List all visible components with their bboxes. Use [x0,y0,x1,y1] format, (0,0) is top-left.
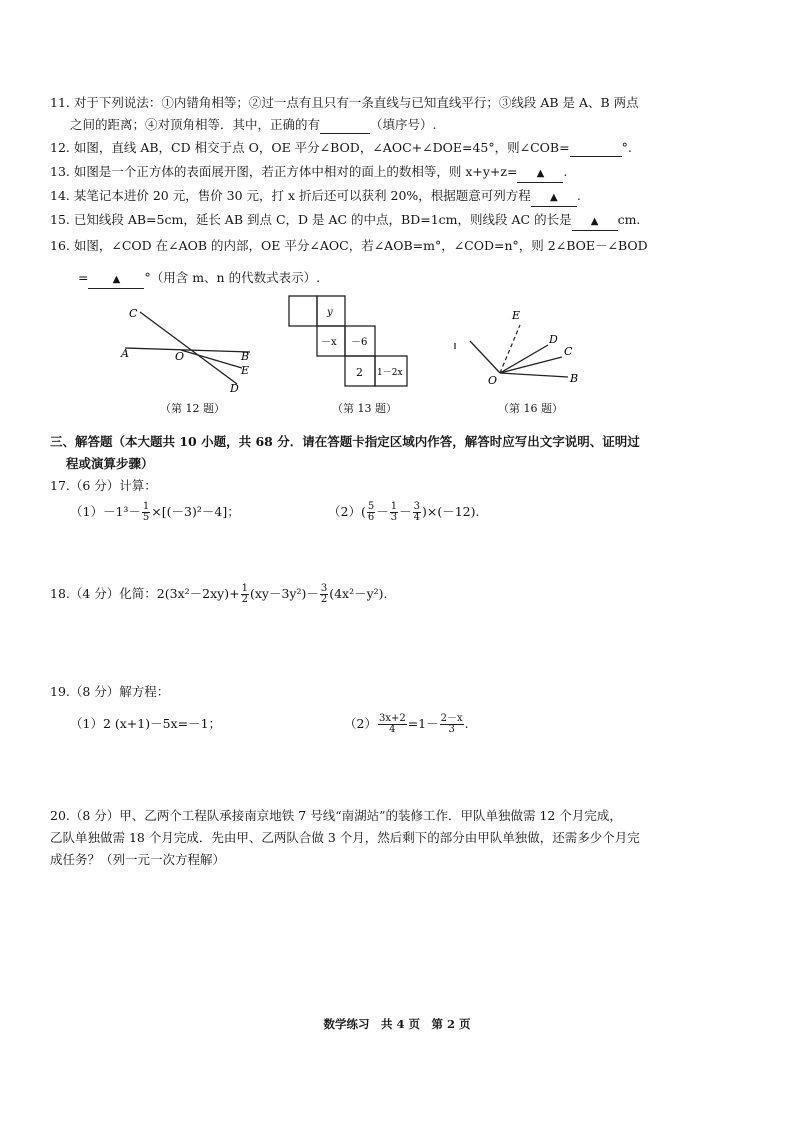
fraction-denominator: 6 [367,512,375,523]
q14 [50,188,581,207]
fraction-denominator: 2 [241,594,248,605]
q15-tail: cm. [617,212,641,227]
q17-p2-a: （2）( [328,504,366,519]
ray-ob [500,373,568,377]
page-footer: 数学练习 共 4 页 第 2 页 [323,1017,471,1031]
minus-sign: － [376,504,389,519]
q16-line1: 16. 如图，∠COD 在∠AOB 的内部，OE 平分∠AOC，若∠AOB=m°，∠COD=n°，则 2∠BOE－∠BOD [50,238,648,253]
q19-title: 19.（8 分）解方程： [50,684,170,699]
q17-p2-fraction-2 [390,502,398,523]
q11-line2 [70,117,437,134]
q19-p2-end: . [464,716,469,731]
q17-part2 [328,500,479,524]
figure-13-cube-net [285,293,415,395]
net-text-negx: －x [321,337,337,348]
q20-line2: 乙队单独做需 18 个月完成．先由甲、乙两队合做 3 个月，然后剩下的部分由甲队单独做，还需多少个月完 [50,830,640,845]
q17-p2-fraction-3 [413,502,421,523]
figure-12-caption: （第 12 题） [160,402,225,415]
q19-part1: （1）2 (x+1)－5x=－1； [70,716,222,731]
q19-p2-a: （2） [344,716,377,731]
fraction-denominator: 4 [389,724,396,735]
ray-oa [470,341,500,373]
q17-p1-a: （1）－1³－ [70,504,141,519]
fraction-numerator: 3 [320,583,328,594]
q13 [50,164,567,183]
net-text-2: 2 [356,366,363,379]
net-cell-blank [289,296,317,326]
section3-heading-line2: 程或演算步骤） [66,456,154,471]
fraction-numerator: 1 [142,501,150,512]
q18-b: (xy－3y²)－ [249,586,319,601]
blank-triangle-icon: ▲ [549,192,558,203]
q19-part2 [344,712,469,736]
q18-fraction-2 [320,584,328,605]
net-text-neg6: －6 [351,337,368,348]
q18-fraction-1 [241,584,249,605]
ray-od [500,345,548,373]
net-text-1-2x: 1－2x [377,368,403,378]
q11-answer-blank [320,117,370,134]
fraction-numerator: 3x+2 [378,713,406,724]
q13-tail: . [563,164,568,179]
blank-triangle-icon: ▲ [590,216,599,227]
fig16-label-c: C [564,345,573,358]
q19-p2-mid: =1－ [407,716,439,731]
q17-p2-b: )×(－12). [422,504,480,519]
fig12-label-a: A [121,347,129,360]
fraction-denominator: 5 [142,512,150,523]
q17-p1-fraction [142,502,150,523]
q17-part1 [70,500,240,524]
fraction-numerator: 1 [390,501,398,512]
q20-line1: 20.（8 分）甲、乙两个工程队承接南京地铁 7 号线“南湖站”的装修工作．甲队单独做需 12 个月完成， [50,808,622,823]
q18-c: (4x²－y²). [329,586,388,601]
q17-title: 17.（6 分）计算： [50,478,157,493]
ray-oc [500,357,562,373]
fig16-label-b: B [570,372,579,385]
q18-a: 18.（4 分）化简：2(3x²－2xy)+ [50,586,240,601]
q19-fraction-2 [440,714,464,735]
q12-text: 12. 如图，直线 AB，CD 相交于点 O，OE 平分∠BOD，∠AOC+∠DOE=45°，则∠COB= [50,140,570,155]
fig12-label-c: C [129,307,138,320]
figure-16-caption: （第 16 题） [498,402,563,415]
q13-answer-blank [517,164,563,183]
fraction-numerator: 5 [367,501,375,512]
q11-line1: 11. 对于下列说法：①内错角相等；②过一点有且只有一条直线与已知直线平行；③线段 AB 是 A、B 两点 [50,95,639,110]
q12 [50,140,632,157]
q14-tail: . [576,188,581,203]
q16-line2-pre: = [78,270,89,285]
ray-oe-dashed [500,325,520,373]
fig12-label-o: O [175,350,185,363]
fig16-label-o: O [488,374,498,387]
q14-answer-blank [531,188,577,207]
figure-12-diagram [115,300,275,395]
q11-line2-tail: （填序号）. [370,117,437,132]
fraction-numerator: 2－x [440,713,463,724]
fig12-label-b: B [241,350,250,363]
q20-line3: 成任务？（列一元一次方程解） [50,852,226,867]
q12-tail: °. [621,140,632,155]
q15-text: 15. 已知线段 AB=5cm，延长 AB 到点 C，D 是 AC 的中点，BD=1cm，则线段 AC 的长是 [50,212,572,227]
fig12-label-e: E [241,364,250,377]
q16-line2-post: °（用含 m、n 的代数式表示）. [144,270,321,285]
blank-triangle-icon: ▲ [536,168,545,179]
line-cd [140,312,237,384]
fraction-denominator: 3 [390,512,398,523]
fraction-denominator: 2 [320,594,328,605]
blank-triangle-icon: ▲ [112,274,121,285]
q16-answer-blank [88,270,144,289]
q15-answer-blank [572,212,618,231]
q13-text: 13. 如图是一个正方体的表面展开图，若正方体中相对的面上的数相等，则 x+y+z= [50,164,518,179]
q17-p2-fraction-1 [367,502,375,523]
q18 [50,582,388,606]
figure-16-diagram [452,305,592,395]
q16-line2 [78,270,320,289]
section3-heading-line1: 三、解答题（本大题共 10 小题，共 68 分．请在答题卡指定区域内作答，解答时应写出文字说明、证明过 [50,434,640,449]
fig16-label-d: D [549,333,558,346]
fraction-denominator: 4 [413,512,420,523]
q11-line2-text: 之间的距离；④对顶角相等．其中，正确的有 [70,117,321,132]
fraction-numerator: 1 [241,583,248,594]
minus-sign: － [399,504,412,519]
fig16-label-e: E [512,309,521,322]
fraction-denominator: 3 [448,724,455,735]
q17-p1-b: ×[(－3)²－4]； [151,504,240,519]
figure-13-caption: （第 13 题） [332,402,397,415]
q14-text: 14. 某笔记本进价 20 元，售价 30 元，打 x 折后还可以获利 20%，根据题意可列方程 [50,188,531,203]
net-text-y: y [327,307,333,318]
q19-fraction-1 [378,714,407,735]
fraction-numerator: 3 [413,501,420,512]
fig12-label-d: D [230,382,239,395]
q12-answer-blank [570,140,622,157]
q15 [50,212,640,231]
